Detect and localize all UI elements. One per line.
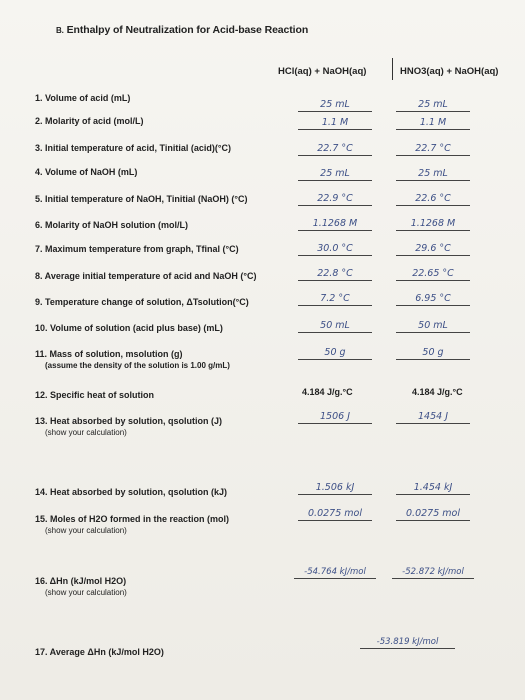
answer-5-hno3[interactable]: 22.6 °C bbox=[396, 193, 470, 206]
answer-1-hcl[interactable]: 25 mL bbox=[298, 99, 372, 112]
answer-7-hno3[interactable]: 29.6 °C bbox=[396, 243, 470, 256]
question-2: 2. Molarity of acid (mol/L) bbox=[35, 116, 144, 126]
question-11 bbox=[35, 348, 230, 371]
answer-16-hno3[interactable]: -52.872 kJ/mol bbox=[392, 566, 474, 579]
question-7: 7. Maximum temperature from graph, Tfinal (°C) bbox=[35, 244, 239, 254]
answer-5-hcl[interactable]: 22.9 °C bbox=[298, 193, 372, 206]
page-title bbox=[56, 24, 308, 36]
answer-8-hno3[interactable]: 22.65 °C bbox=[396, 268, 470, 281]
answer-14-hno3[interactable]: 1.454 kJ bbox=[396, 482, 470, 495]
question-16-label: 16. ΔHn (kJ/mol H2O) bbox=[35, 576, 127, 586]
answer-16-hcl[interactable]: -54.764 kJ/mol bbox=[294, 566, 376, 579]
specific-heat-hno3: 4.184 J/g.°C bbox=[412, 387, 463, 397]
answer-1-hno3[interactable]: 25 mL bbox=[396, 99, 470, 112]
question-13-note: (show your calculation) bbox=[45, 428, 127, 437]
answer-4-hno3[interactable]: 25 mL bbox=[396, 168, 470, 181]
question-9: 9. Temperature change of solution, ΔTsolution(°C) bbox=[35, 297, 249, 307]
answer-9-hno3[interactable]: 6.95 °C bbox=[396, 293, 470, 306]
column-divider bbox=[392, 58, 393, 80]
question-1: 1. Volume of acid (mL) bbox=[35, 93, 131, 103]
answer-15-hcl[interactable]: 0.0275 mol bbox=[298, 508, 372, 521]
question-4: 4. Volume of NaOH (mL) bbox=[35, 167, 138, 177]
answer-6-hcl[interactable]: 1.1268 M bbox=[298, 218, 372, 231]
question-15 bbox=[35, 513, 229, 536]
answer-17-average[interactable]: -53.819 kJ/mol bbox=[360, 636, 455, 649]
specific-heat-hcl: 4.184 J/g.°C bbox=[302, 387, 353, 397]
question-3: 3. Initial temperature of acid, Tinitial (acid)(°C) bbox=[35, 143, 231, 153]
question-10: 10. Volume of solution (acid plus base) (mL) bbox=[35, 323, 223, 333]
question-17: 17. Average ΔHn (kJ/mol H2O) bbox=[35, 647, 164, 657]
question-13 bbox=[35, 415, 222, 438]
answer-7-hcl[interactable]: 30.0 °C bbox=[298, 243, 372, 256]
question-14: 14. Heat absorbed by solution, qsolution (kJ) bbox=[35, 487, 228, 497]
question-12: 12. Specific heat of solution bbox=[35, 390, 155, 400]
question-16-note: (show your calculation) bbox=[45, 588, 127, 597]
question-11-note: (assume the density of the solution is 1.00 g/mL) bbox=[45, 361, 230, 370]
answer-9-hcl[interactable]: 7.2 °C bbox=[298, 293, 372, 306]
answer-10-hcl[interactable]: 50 mL bbox=[298, 320, 372, 333]
title-prefix: B. bbox=[56, 26, 64, 35]
question-8: 8. Average initial temperature of acid and NaOH (°C) bbox=[35, 271, 257, 281]
question-15-note: (show your calculation) bbox=[45, 526, 127, 535]
answer-6-hno3[interactable]: 1.1268 M bbox=[396, 218, 470, 231]
answer-2-hcl[interactable]: 1.1 M bbox=[298, 117, 372, 130]
column-header-hcl: HCl(aq) + NaOH(aq) bbox=[278, 66, 367, 77]
question-15-label: 15. Moles of H2O formed in the reaction (mol) bbox=[35, 514, 230, 524]
answer-3-hno3[interactable]: 22.7 °C bbox=[396, 143, 470, 156]
answer-4-hcl[interactable]: 25 mL bbox=[298, 168, 372, 181]
answer-11-hno3[interactable]: 50 g bbox=[396, 347, 470, 360]
question-11-label: 11. Mass of solution, msolution (g) bbox=[35, 349, 183, 359]
answer-8-hcl[interactable]: 22.8 °C bbox=[298, 268, 372, 281]
question-13-label: 13. Heat absorbed by solution, qsolution (J) bbox=[35, 416, 223, 426]
answer-14-hcl[interactable]: 1.506 kJ bbox=[298, 482, 372, 495]
question-6: 6. Molarity of NaOH solution (mol/L) bbox=[35, 220, 188, 230]
answer-13-hno3[interactable]: 1454 J bbox=[396, 411, 470, 424]
answer-10-hno3[interactable]: 50 mL bbox=[396, 320, 470, 333]
question-16 bbox=[35, 575, 127, 598]
answer-11-hcl[interactable]: 50 g bbox=[298, 347, 372, 360]
answer-15-hno3[interactable]: 0.0275 mol bbox=[396, 508, 470, 521]
title-text: Enthalpy of Neutralization for Acid-base Reaction bbox=[66, 24, 309, 36]
answer-3-hcl[interactable]: 22.7 °C bbox=[298, 143, 372, 156]
column-header-hno3: HNO3(aq) + NaOH(aq) bbox=[400, 66, 499, 77]
answer-13-hcl[interactable]: 1506 J bbox=[298, 411, 372, 424]
answer-2-hno3[interactable]: 1.1 M bbox=[396, 117, 470, 130]
question-5: 5. Initial temperature of NaOH, Tinitial (NaOH) (°C) bbox=[35, 194, 248, 204]
